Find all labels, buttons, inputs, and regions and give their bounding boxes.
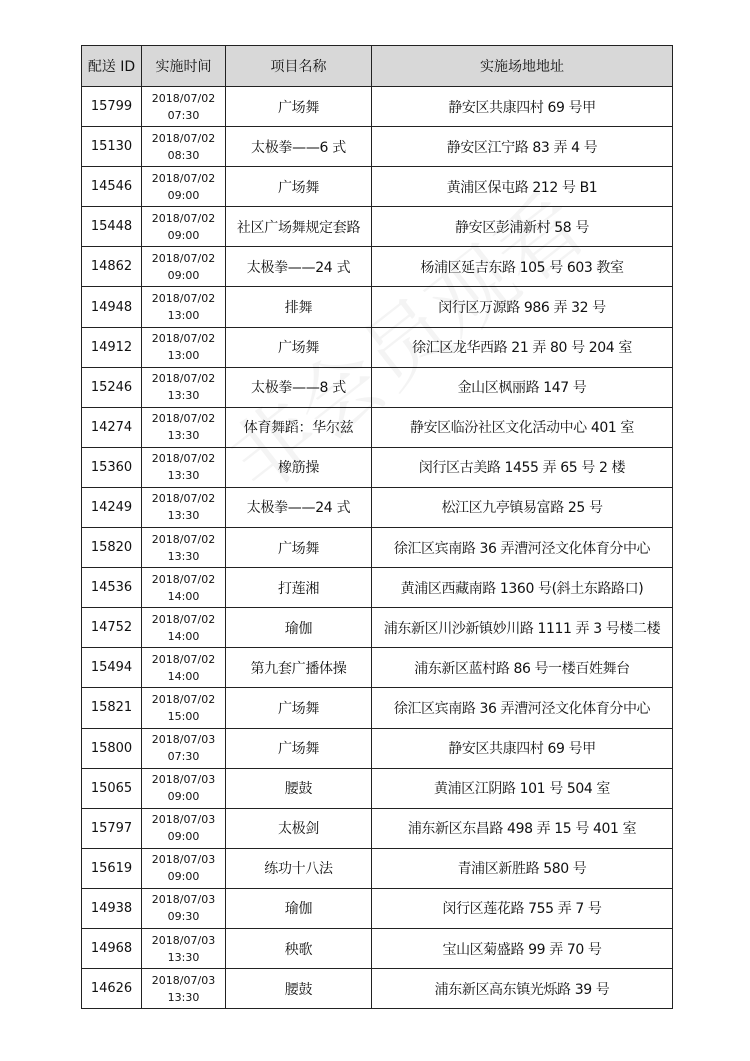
date-text: 2018/07/02: [151, 332, 216, 346]
venue-address-cell: 松江区九亭镇易富路 25 号: [372, 487, 673, 527]
date-text: 2018/07/02: [151, 292, 216, 306]
date-text: 2018/07/03: [151, 933, 216, 947]
project-name-cell: 广场舞: [226, 167, 372, 207]
table-row: [82, 327, 673, 367]
project-name-cell: 太极拳——24 式: [226, 247, 372, 287]
time-cell: [142, 528, 226, 568]
project-name-cell: 广场舞: [226, 327, 372, 367]
table-row: [82, 447, 673, 487]
delivery-id-cell: 15494: [82, 648, 142, 688]
clock-text: 13:30: [167, 509, 200, 523]
time-cell: [142, 327, 226, 367]
delivery-id-cell: 15800: [82, 728, 142, 768]
table-row: [82, 127, 673, 167]
delivery-id-cell: 15619: [82, 848, 142, 888]
time-cell: [142, 688, 226, 728]
venue-address-cell: 静安区共康四村 69 号甲: [372, 728, 673, 768]
time-cell: [142, 928, 226, 968]
table-row: [82, 608, 673, 648]
clock-text: 13:30: [167, 429, 200, 443]
delivery-id-cell: 14968: [82, 928, 142, 968]
header-project-name: 项目名称: [226, 46, 372, 87]
venue-address-cell: 黄浦区保屯路 212 号 B1: [372, 167, 673, 207]
clock-text: 09:30: [167, 910, 200, 924]
clock-text: 13:30: [167, 469, 200, 483]
clock-text: 13:30: [167, 990, 200, 1004]
clock-text: 13:30: [167, 549, 200, 563]
project-name-cell: 广场舞: [226, 688, 372, 728]
clock-text: 09:00: [167, 790, 200, 804]
time-cell: [142, 728, 226, 768]
time-cell: [142, 487, 226, 527]
clock-text: 13:30: [167, 950, 200, 964]
venue-address-cell: 黄浦区西藏南路 1360 号(斜土东路路口): [372, 568, 673, 608]
clock-text: 14:00: [167, 669, 200, 683]
project-name-cell: 太极剑: [226, 808, 372, 848]
delivery-id-cell: 14862: [82, 247, 142, 287]
clock-text: 07:30: [167, 750, 200, 764]
table-row: [82, 487, 673, 527]
time-cell: [142, 848, 226, 888]
delivery-id-cell: 15246: [82, 367, 142, 407]
venue-address-cell: 金山区枫丽路 147 号: [372, 367, 673, 407]
time-cell: [142, 87, 226, 127]
date-text: 2018/07/02: [151, 412, 216, 426]
project-name-cell: 太极拳——8 式: [226, 367, 372, 407]
table-row: [82, 367, 673, 407]
project-name-cell: 体育舞蹈：华尔兹: [226, 407, 372, 447]
venue-address-cell: 徐汇区宾南路 36 弄漕河泾文化体育分中心: [372, 688, 673, 728]
schedule-table: [81, 45, 673, 1009]
time-cell: [142, 568, 226, 608]
time-cell: [142, 247, 226, 287]
delivery-id-cell: 15820: [82, 528, 142, 568]
project-name-cell: 广场舞: [226, 528, 372, 568]
table-row: [82, 848, 673, 888]
clock-text: 09:00: [167, 870, 200, 884]
header-delivery-id: 配送 ID: [82, 46, 142, 87]
project-name-cell: 腰鼓: [226, 768, 372, 808]
venue-address-cell: 青浦区新胜路 580 号: [372, 848, 673, 888]
time-cell: [142, 407, 226, 447]
table-row: [82, 167, 673, 207]
date-text: 2018/07/02: [151, 452, 216, 466]
venue-address-cell: 浦东新区川沙新镇妙川路 1111 弄 3 号楼二楼: [372, 608, 673, 648]
time-cell: [142, 287, 226, 327]
header-venue-address: 实施场地地址: [372, 46, 673, 87]
date-text: 2018/07/02: [151, 652, 216, 666]
date-text: 2018/07/02: [151, 532, 216, 546]
time-cell: [142, 648, 226, 688]
time-cell: [142, 808, 226, 848]
clock-text: 07:30: [167, 108, 200, 122]
delivery-id-cell: 15797: [82, 808, 142, 848]
project-name-cell: 练功十八法: [226, 848, 372, 888]
clock-text: 09:00: [167, 228, 200, 242]
project-name-cell: 瑜伽: [226, 888, 372, 928]
table-row: [82, 87, 673, 127]
delivery-id-cell: 14536: [82, 568, 142, 608]
delivery-id-cell: 14752: [82, 608, 142, 648]
delivery-id-cell: 14546: [82, 167, 142, 207]
clock-text: 15:00: [167, 709, 200, 723]
venue-address-cell: 宝山区菊盛路 99 弄 70 号: [372, 928, 673, 968]
delivery-id-cell: 15821: [82, 688, 142, 728]
project-name-cell: 第九套广播体操: [226, 648, 372, 688]
time-cell: [142, 127, 226, 167]
venue-address-cell: 闵行区古美路 1455 弄 65 号 2 楼: [372, 447, 673, 487]
table-row: [82, 207, 673, 247]
table-header: [82, 46, 673, 87]
delivery-id-cell: 14274: [82, 407, 142, 447]
table-row: [82, 287, 673, 327]
project-name-cell: 太极拳——24 式: [226, 487, 372, 527]
venue-address-cell: 闵行区莲花路 755 弄 7 号: [372, 888, 673, 928]
date-text: 2018/07/03: [151, 813, 216, 827]
date-text: 2018/07/02: [151, 372, 216, 386]
delivery-id-cell: 15360: [82, 447, 142, 487]
delivery-id-cell: 14948: [82, 287, 142, 327]
delivery-id-cell: 14249: [82, 487, 142, 527]
time-cell: [142, 608, 226, 648]
date-text: 2018/07/02: [151, 171, 216, 185]
delivery-id-cell: 15448: [82, 207, 142, 247]
date-text: 2018/07/03: [151, 893, 216, 907]
delivery-id-cell: 14626: [82, 969, 142, 1009]
clock-text: 09:00: [167, 830, 200, 844]
project-name-cell: 瑜伽: [226, 608, 372, 648]
delivery-id-cell: 14912: [82, 327, 142, 367]
time-cell: [142, 768, 226, 808]
project-name-cell: 广场舞: [226, 87, 372, 127]
table-row: [82, 528, 673, 568]
venue-address-cell: 杨浦区延吉东路 105 号 603 教室: [372, 247, 673, 287]
date-text: 2018/07/02: [151, 251, 216, 265]
project-name-cell: 排舞: [226, 287, 372, 327]
delivery-id-cell: 15799: [82, 87, 142, 127]
time-cell: [142, 447, 226, 487]
clock-text: 09:00: [167, 268, 200, 282]
date-text: 2018/07/02: [151, 91, 216, 105]
date-text: 2018/07/02: [151, 131, 216, 145]
table-row: [82, 768, 673, 808]
venue-address-cell: 浦东新区蓝村路 86 号一楼百姓舞台: [372, 648, 673, 688]
clock-text: 13:30: [167, 389, 200, 403]
table-row: [82, 728, 673, 768]
table-row: [82, 688, 673, 728]
time-cell: [142, 888, 226, 928]
table-row: [82, 407, 673, 447]
table-row: [82, 648, 673, 688]
date-text: 2018/07/03: [151, 733, 216, 747]
venue-address-cell: 静安区共康四村 69 号甲: [372, 87, 673, 127]
venue-address-cell: 浦东新区东昌路 498 弄 15 号 401 室: [372, 808, 673, 848]
venue-address-cell: 静安区临汾社区文化活动中心 401 室: [372, 407, 673, 447]
venue-address-cell: 静安区彭浦新村 58 号: [372, 207, 673, 247]
header-row: [82, 46, 673, 87]
table-row: [82, 969, 673, 1009]
clock-text: 08:30: [167, 148, 200, 162]
time-cell: [142, 207, 226, 247]
venue-address-cell: 闵行区万源路 986 弄 32 号: [372, 287, 673, 327]
venue-address-cell: 黄浦区江阴路 101 号 504 室: [372, 768, 673, 808]
delivery-id-cell: 15065: [82, 768, 142, 808]
project-name-cell: 太极拳——6 式: [226, 127, 372, 167]
date-text: 2018/07/03: [151, 773, 216, 787]
header-time: 实施时间: [142, 46, 226, 87]
delivery-id-cell: 14938: [82, 888, 142, 928]
clock-text: 14:00: [167, 629, 200, 643]
project-name-cell: 广场舞: [226, 728, 372, 768]
delivery-id-cell: 15130: [82, 127, 142, 167]
table-row: [82, 888, 673, 928]
project-name-cell: 打莲湘: [226, 568, 372, 608]
project-name-cell: 社区广场舞规定套路: [226, 207, 372, 247]
table-row: [82, 247, 673, 287]
date-text: 2018/07/02: [151, 492, 216, 506]
clock-text: 13:00: [167, 309, 200, 323]
clock-text: 09:00: [167, 188, 200, 202]
venue-address-cell: 徐汇区龙华西路 21 弄 80 号 204 室: [372, 327, 673, 367]
project-name-cell: 腰鼓: [226, 969, 372, 1009]
venue-address-cell: 浦东新区高东镇光烁路 39 号: [372, 969, 673, 1009]
date-text: 2018/07/03: [151, 853, 216, 867]
table-row: [82, 568, 673, 608]
time-cell: [142, 367, 226, 407]
project-name-cell: 秧歌: [226, 928, 372, 968]
date-text: 2018/07/02: [151, 211, 216, 225]
venue-address-cell: 徐汇区宾南路 36 弄漕河泾文化体育分中心: [372, 528, 673, 568]
table-row: [82, 928, 673, 968]
clock-text: 14:00: [167, 589, 200, 603]
clock-text: 13:00: [167, 349, 200, 363]
date-text: 2018/07/02: [151, 692, 216, 706]
time-cell: [142, 969, 226, 1009]
table-row: [82, 808, 673, 848]
project-name-cell: 橡筋操: [226, 447, 372, 487]
time-cell: [142, 167, 226, 207]
date-text: 2018/07/02: [151, 572, 216, 586]
date-text: 2018/07/02: [151, 612, 216, 626]
table-body: [82, 87, 673, 1009]
venue-address-cell: 静安区江宁路 83 弄 4 号: [372, 127, 673, 167]
date-text: 2018/07/03: [151, 973, 216, 987]
